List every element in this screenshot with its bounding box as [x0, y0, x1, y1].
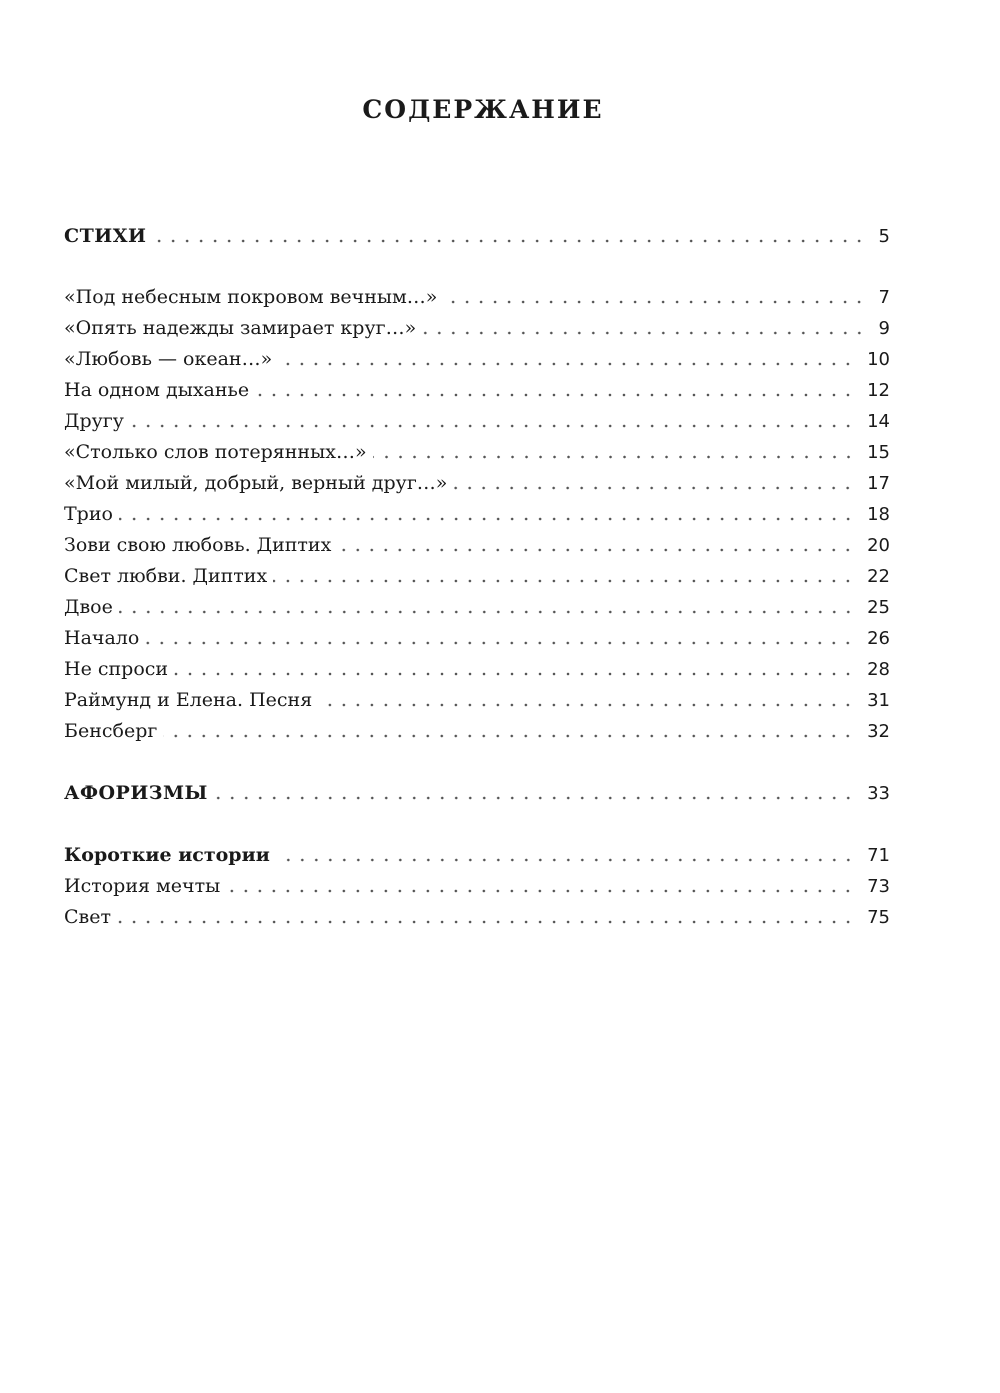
toc-entry-title: СТИХИ	[64, 225, 147, 247]
toc-page-number: 75	[867, 907, 890, 928]
toc-entry[interactable]	[64, 561, 890, 591]
toc-page-number: 20	[867, 535, 890, 556]
toc-entry[interactable]	[64, 871, 890, 901]
toc-entry[interactable]	[64, 623, 890, 653]
toc-page-number: 17	[867, 473, 890, 494]
toc-page-number: 26	[867, 628, 890, 649]
toc-entry-title: «Мой милый, добрый, верный друг…»	[64, 472, 448, 494]
dot-leader	[278, 362, 855, 366]
toc-entry-title: Двое	[64, 596, 113, 618]
toc-entry-title: Начало	[64, 627, 140, 649]
dot-leader	[214, 796, 855, 800]
dot-leader	[119, 610, 855, 614]
toc-section-aphorisms[interactable]	[64, 778, 890, 808]
toc-entry-title: Свет любви. Диптих	[64, 565, 268, 587]
toc-page-number: 5	[878, 226, 890, 247]
toc-entry[interactable]	[64, 406, 890, 436]
toc-page-number: 73	[867, 876, 890, 897]
toc-entry-title: Короткие истории	[64, 844, 270, 866]
toc-entry[interactable]	[64, 282, 890, 312]
toc-page-number: 10	[867, 349, 890, 370]
toc-page-number: 33	[867, 783, 890, 804]
toc-entry-title: История мечты	[64, 875, 221, 897]
toc-entry-title: Зови свою любовь. Диптих	[64, 534, 332, 556]
toc-entry[interactable]	[64, 313, 890, 343]
toc-entry[interactable]	[64, 530, 890, 560]
dot-leader	[255, 393, 855, 397]
dot-leader	[273, 579, 855, 583]
toc-page-number: 18	[867, 504, 890, 525]
toc-page-number: 22	[867, 566, 890, 587]
toc-page-number: 28	[867, 659, 890, 680]
toc-entry-title: Раймунд и Елена. Песня	[64, 689, 313, 711]
dot-leader	[276, 858, 855, 862]
page-title: СОДЕРЖАНИЕ	[362, 95, 604, 124]
toc-page-number: 71	[867, 845, 890, 866]
toc-entry-title: Трио	[64, 503, 113, 525]
dot-leader	[226, 889, 855, 893]
toc-section-stories[interactable]	[64, 840, 890, 870]
dot-leader	[119, 517, 855, 521]
dot-leader	[152, 239, 866, 243]
toc-entry[interactable]	[64, 499, 890, 529]
toc-entry[interactable]	[64, 375, 890, 405]
toc-entry[interactable]	[64, 344, 890, 374]
toc-page-number: 7	[878, 287, 890, 308]
toc-entry-title: «Под небесным покровом вечным…»	[64, 286, 438, 308]
toc-entry[interactable]	[64, 902, 890, 932]
toc-entry[interactable]	[64, 654, 890, 684]
toc-entry-title: Свет	[64, 906, 111, 928]
toc-entry-title: АФОРИЗМЫ	[64, 782, 208, 804]
toc-entry[interactable]	[64, 437, 890, 467]
toc-section-poems[interactable]	[64, 221, 890, 251]
toc-page-number: 12	[867, 380, 890, 401]
toc-entry-title: На одном дыханье	[64, 379, 250, 401]
toc-entry[interactable]	[64, 716, 890, 746]
toc-entry-title: «Столько слов потерянных…»	[64, 441, 367, 463]
toc-entry-title: «Любовь — океан…»	[64, 348, 273, 370]
dot-leader	[373, 455, 856, 459]
dot-leader	[453, 486, 855, 490]
dot-leader	[174, 672, 855, 676]
dot-leader	[422, 331, 866, 335]
toc-page-number: 9	[878, 318, 890, 339]
toc-entry[interactable]	[64, 592, 890, 622]
toc-entry-title: «Опять надежды замирает круг…»	[64, 317, 417, 339]
toc-page-number: 14	[867, 411, 890, 432]
dot-leader	[318, 703, 855, 707]
dot-leader	[163, 734, 855, 738]
toc-entry[interactable]	[64, 685, 890, 715]
dot-leader	[443, 300, 866, 304]
toc-page-number: 15	[867, 442, 890, 463]
toc-page-number: 25	[867, 597, 890, 618]
toc-page-number: 32	[867, 721, 890, 742]
toc-entry[interactable]	[64, 468, 890, 498]
toc-entry-title: Не спроси	[64, 658, 169, 680]
dot-leader	[145, 641, 855, 645]
dot-leader	[337, 548, 855, 552]
toc-page-number: 31	[867, 690, 890, 711]
toc-entry-title: Другу	[64, 410, 124, 432]
dot-leader	[117, 920, 855, 924]
dot-leader	[130, 424, 855, 428]
toc-entry-title: Бенсберг	[64, 720, 158, 742]
